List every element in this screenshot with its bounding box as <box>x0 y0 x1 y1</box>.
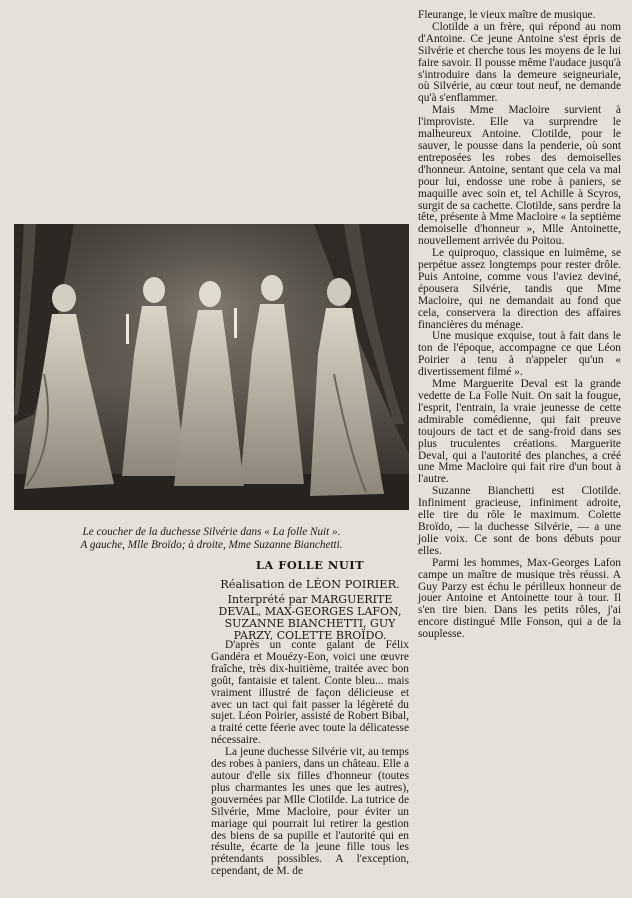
paragraph: Clotilde a un frère, qui répond au nom d'Antoine. Ce jeune Antoine s'est épris de Silvérie et cherche tous les moyens de le lui faire savoir. Il pousse même l'audace jusqu'à s'introduire dans la demeure seigneuriale, où Silvérie, au cœur tout neuf, ne demande qu'à s'enflammer. <box>418 20 621 105</box>
paragraph: Suzanne Bianchetti est Clotilde. Infiniment gracieuse, infiniment adroite, elle tire du rôle le maximum. Colette Broïdo, — la duchesse Silvérie, — a une jolie voix. Ce sont de bons débuts pour elles. <box>418 485 621 557</box>
caption-line: A gauche, Mlle Broïdo; à droite, Mme Suzanne Bianchetti. <box>80 539 343 551</box>
article-title: LA FOLLE NUIT <box>255 558 365 572</box>
article-body <box>211 640 409 878</box>
paragraph: Mme Marguerite Deval est la grande vedette de La Folle Nuit. On sait la fougue, l'esprit, l'entrain, la vraie jeunesse de cette admirable comédienne, qui fait preuve toujours de tact et de sang-froid dans ses plus truculentes créations. Marguerite Deval, qui a l'autorité des planches, a créé une Mme Macloire qui fait rire d'un bout à l'autre. <box>418 378 621 486</box>
cast-credit: Interprété par MARGUERITE DEVAL, MAX-GEORGES LAFON, SUZANNE BIANCHETTI, GUY PARZY, COLETTE BROÏDO. <box>218 593 402 642</box>
film-still-photo <box>14 224 409 510</box>
paragraph: D'après un conte galant de Félix Gandéra et Mouézy-Eon, voici une œuvre fraîche, très dix-huitième, traitée avec bon goût, fantaisie et talent. Conte bleu... mais vraiment illustré de façon délicieuse et avec un tact qui fait passer la légèreté du sujet. Léon Poirier, assisté de Robert Bibal, a traité cette féerie avec toute la délicatesse nécessaire. <box>211 639 409 747</box>
paragraph: Le quiproquo, classique en luimême, se perpétue assez longtemps pour rester drôle. Puis Antoine, comme vous l'aviez deviné, épousera Silvérie, tandis que Mme Macloire, qui ne demandait au fond que cela, conservera la direction des affaires financières du ménage. <box>418 247 621 331</box>
right-text-column <box>418 10 621 641</box>
paragraph: La jeune duchesse Silvérie vit, au temps des robes à paniers, dans un château. Elle a autour d'elle six filles d'honneur (toutes plus charmantes les unes que les autres), gouvernées par Mlle Clotilde. La tutrice de Silvérie, Mme Macloire, pour éviter un mariage qui pourrait lui retirer la gestion des biens de sa pupille et l'autorité qui en résulte, écarte de la jeune fille tous les prétendants possibles. A l'exception, cependant, de M. de <box>211 746 409 878</box>
article-header <box>211 558 409 642</box>
director-credit: Réalisation de LÉON POIRIER. <box>220 577 400 591</box>
caption-line: Le coucher de la duchesse Silvérie dans « La folle Nuit ». <box>82 526 341 538</box>
paragraph: Fleurange, le vieux maître de musique. <box>418 9 596 21</box>
paragraph: Une musique exquise, tout à fait dans le ton de l'époque, accompagne ce que Léon Poirier a tenu à n'appeler qu'un « divertissement filmé ». <box>418 330 621 379</box>
paragraph: Mais Mme Macloire survient à l'improviste. Elle va surprendre le malheureux Antoine. Clotilde, pour le sauver, le pousse dans la penderie, où sont entreposées les robes des demoiselles d'honneur. Antoine, sentant que cela va mal pour lui, endosse une robe à paniers, se maquille avec soin et, tel Achille à Scyros, surgit de sa cachette. Clotilde, sans perdre la tête, présente à Mme Macloire « la septième demoiselle d'honneur », Mlle Antoinette, nouvellement arrivée du Poitou. <box>418 104 621 248</box>
paragraph: Parmi les hommes, Max-Georges Lafon campe un maître de musique très réussi. A Guy Parzy est échu le périlleux honneur de jouer Antoine et Antoinette tour à tour. Il s'en tire bien. Dans les petits rôles, j'ai encore distingué Mlle Fonson, qui a de la souplesse. <box>418 556 621 641</box>
photo-caption <box>14 526 409 552</box>
